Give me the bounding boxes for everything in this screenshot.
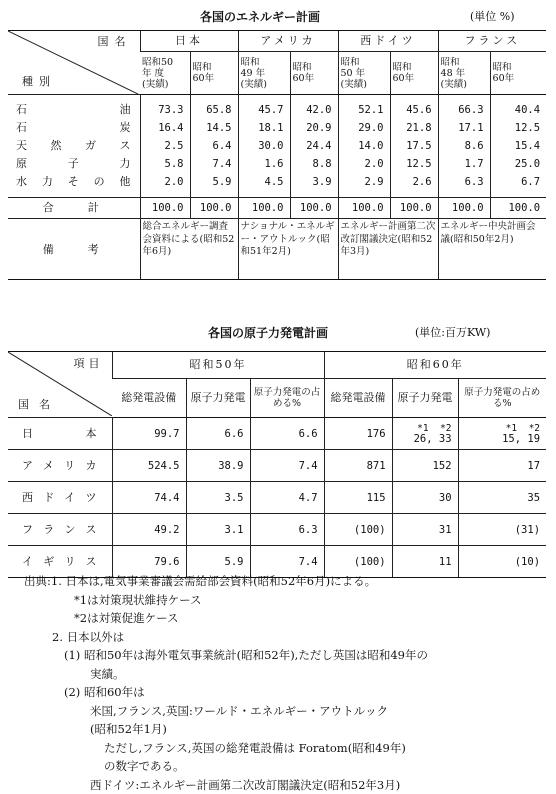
table-row: 天然ガス 2.5 6.4 30.0 24.4 14.0 17.5 8.6 15.4 — [8, 137, 546, 155]
column-header: 総発電設備 — [112, 379, 186, 418]
row-label: 水力その他 — [8, 173, 140, 191]
remark-cell: 総合エネルギー調査会資料による(昭和52年6月) — [140, 219, 238, 280]
remark-cell: ナショナル・エネルギー・アウトルック(昭和51年2月) — [238, 219, 338, 280]
note-line: の数字である。 — [24, 757, 544, 776]
table-row: 石油 73.3 65.8 45.7 42.0 52.1 45.6 66.3 40.4 — [8, 101, 546, 119]
row-label: 日本 — [8, 418, 112, 450]
note-line: 米国,フランス,英国:ワールド・エネルギー・アウトルック — [24, 702, 544, 721]
table-row: 石炭 16.4 14.5 18.1 20.9 29.0 21.8 17.1 12.5 — [8, 119, 546, 137]
year-header: 昭和 48 年 (実績) — [438, 52, 490, 95]
remarks-label: 備考 — [8, 219, 140, 280]
table-row: 原子力 5.8 7.4 1.6 8.8 2.0 12.5 1.7 25.0 — [8, 155, 546, 173]
year-header: 昭和 50 年 (実績) — [338, 52, 390, 95]
note-line: 出典:1. 日本は,電気事業審議会需給部会資料(昭和52年6月)による。 — [24, 572, 544, 591]
country-header: フランス — [438, 31, 546, 52]
note-line: (2) 昭和60年は — [24, 683, 544, 702]
table-row: 西ドイツ 74.4 3.5 4.7 115 30 35 — [8, 482, 546, 514]
table-row: 水力その他 2.0 5.9 4.5 3.9 2.9 2.6 6.3 6.7 — [8, 173, 546, 191]
row-label: 石油 — [8, 101, 140, 119]
row-label: 西ドイツ — [8, 482, 112, 514]
corner-header — [8, 352, 112, 418]
case-cell: *1 *2 26, 33 — [392, 418, 458, 450]
column-header: 原子力発電 — [392, 379, 458, 418]
corner-country-label: 国名 — [18, 399, 60, 411]
column-header: 原子力発電の占める% — [250, 379, 324, 418]
corner-type-label: 種別 — [22, 76, 56, 88]
table-row: 日本 99.7 6.6 6.6 176 *1 *2 26, 33 *1 *2 15, 19 — [8, 418, 546, 450]
column-header: 総発電設備 — [324, 379, 392, 418]
corner-item-label: 項目 — [74, 358, 104, 370]
energy-plan-unit: (単位 %) — [470, 8, 515, 24]
country-header: アメリカ — [238, 31, 338, 52]
column-header: 原子力発電の占める% — [458, 379, 546, 418]
row-label: イギリス — [8, 546, 112, 578]
note-line: 実績。 — [24, 665, 544, 684]
note-line: *2は対策促進ケース — [24, 609, 544, 628]
year-header: 昭和50 年 度 (実績) — [140, 52, 190, 95]
table-row: フランス 49.2 3.1 6.3 (100) 31 (31) — [8, 514, 546, 546]
note-line: ただし,フランス,英国の総発電設備は Foratom(昭和49年) — [24, 739, 544, 758]
nuclear-plan-title: 各国の原子力発電計画 — [208, 324, 328, 341]
period-header: 昭和50年 — [112, 352, 324, 379]
year-header: 昭和 60年 — [490, 52, 546, 95]
period-header: 昭和60年 — [324, 352, 546, 379]
nuclear-plan-table — [8, 351, 546, 578]
remarks-row — [8, 219, 546, 280]
note-line: 2. 日本以外は — [24, 628, 544, 647]
row-label: 原子力 — [8, 155, 140, 173]
year-header: 昭和 49 年 (実績) — [238, 52, 290, 95]
note-line: (昭和52年1月) — [24, 720, 544, 739]
total-row: 合計 100.0 100.0 100.0 100.0 100.0 100.0 100.0 100.0 — [8, 198, 546, 219]
column-header: 原子力発電 — [186, 379, 250, 418]
year-header: 昭和 60年 — [290, 52, 338, 95]
table-row: イギリス 79.6 5.9 7.4 (100) 11 (10) — [8, 546, 546, 578]
row-label: フランス — [8, 514, 112, 546]
total-label: 合計 — [8, 198, 140, 219]
remark-cell: エネルギー中央計画会議(昭和50年2月) — [438, 219, 546, 280]
energy-plan-table — [8, 30, 546, 280]
corner-header — [8, 31, 140, 95]
case-cell: *1 *2 15, 19 — [458, 418, 546, 450]
note-line: (1) 昭和50年は海外電気事業統計(昭和52年),ただし英国は昭和49年の — [24, 646, 544, 665]
year-header: 昭和 60年 — [390, 52, 438, 95]
remark-cell: エネルギー計画第二次改訂閣議決定(昭和52年3月) — [338, 219, 438, 280]
country-header: 西ドイツ — [338, 31, 438, 52]
note-line: *1は対策現状維持ケース — [24, 591, 544, 610]
table-row: アメリカ 524.5 38.9 7.4 871 152 17 — [8, 450, 546, 482]
energy-plan-title: 各国のエネルギー計画 — [200, 8, 320, 25]
nuclear-plan-unit: (単位:百万KW) — [415, 324, 490, 340]
row-label: 天然ガス — [8, 137, 140, 155]
note-line: 西ドイツ:エネルギー計画第二次改訂閣議決定(昭和52年3月) — [24, 776, 544, 794]
corner-country-label: 国名 — [98, 36, 132, 48]
row-label: 石炭 — [8, 119, 140, 137]
country-header: 日本 — [140, 31, 238, 52]
row-label: アメリカ — [8, 450, 112, 482]
source-notes — [24, 572, 544, 794]
year-header: 昭和 60年 — [190, 52, 238, 95]
